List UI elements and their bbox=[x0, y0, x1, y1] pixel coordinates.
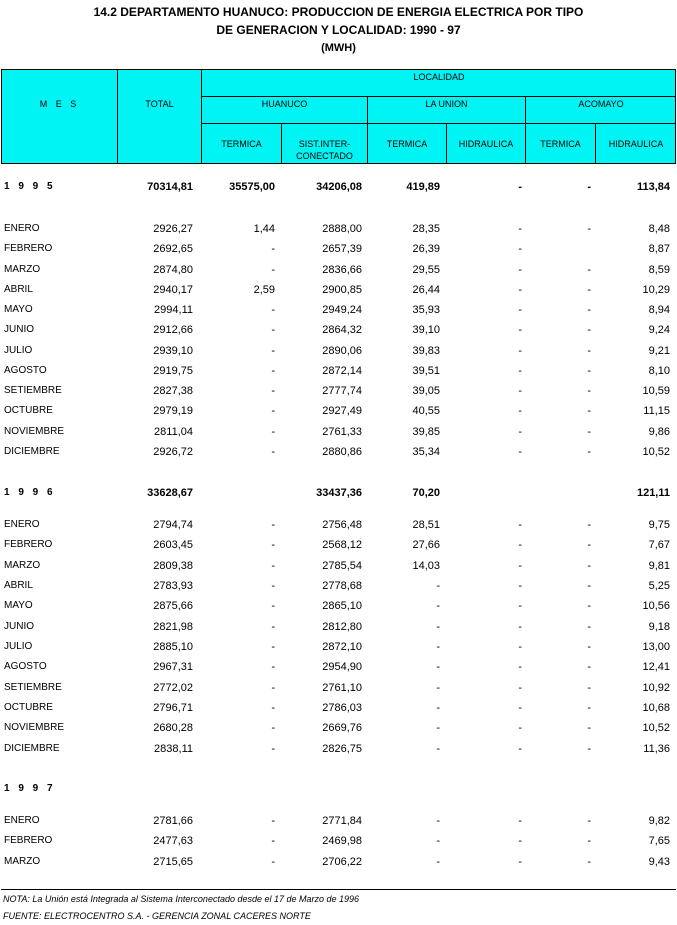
cell-c2: - bbox=[271, 365, 275, 377]
cell-c7: 9,82 bbox=[648, 815, 670, 827]
cell-c2: - bbox=[271, 641, 275, 653]
source-text: FUENTE: ELECTROCENTRO S.A. - GERENCIA ZONAL CACERES NORTE bbox=[3, 911, 311, 921]
cell-c3: 2469,98 bbox=[322, 835, 362, 847]
cell-c3: 2756,48 bbox=[322, 519, 362, 531]
cell-c3: 2771,84 bbox=[322, 815, 362, 827]
cell-c4: 39,10 bbox=[412, 324, 440, 336]
cell-total: 2994,11 bbox=[154, 304, 193, 316]
cell-c3: 34206,08 bbox=[316, 181, 362, 193]
cell-c4: 26,39 bbox=[412, 243, 440, 255]
cell-c3: 2880,86 bbox=[322, 446, 362, 458]
table-row bbox=[0, 659, 677, 675]
row-label: JUNIO bbox=[4, 621, 34, 632]
cell-c3: 2927,49 bbox=[322, 405, 362, 417]
cell-c6: - bbox=[587, 722, 591, 734]
header-sist-line1: SIST.INTER- bbox=[298, 139, 351, 149]
cell-c4: 35,34 bbox=[412, 446, 440, 458]
cell-c3: 2890,06 bbox=[322, 345, 362, 357]
page-title: 14.2 DEPARTAMENTO HUANUCO: PRODUCCION DE ENERGIA ELECTRICA POR TIPO bbox=[93, 5, 584, 19]
cell-c4: - bbox=[436, 682, 440, 694]
cell-c5: - bbox=[518, 835, 522, 847]
header-total: TOTAL bbox=[145, 99, 174, 109]
cell-c6: - bbox=[587, 519, 591, 531]
table-row bbox=[0, 700, 677, 716]
cell-c7: 10,29 bbox=[642, 284, 670, 296]
table-row bbox=[0, 537, 677, 553]
cell-c6: - bbox=[587, 385, 591, 397]
cell-c5: - bbox=[518, 560, 522, 572]
table-row bbox=[0, 578, 677, 594]
cell-c2: - bbox=[271, 539, 275, 551]
cell-total: 2680,28 bbox=[153, 722, 193, 734]
header-termica-huanuco: TERMICA bbox=[221, 139, 262, 149]
cell-c5: - bbox=[518, 243, 522, 255]
cell-c6: - bbox=[587, 580, 591, 592]
table-row bbox=[0, 813, 677, 829]
cell-c6: - bbox=[587, 223, 591, 235]
cell-c5: - bbox=[518, 815, 522, 827]
table-row bbox=[0, 221, 677, 237]
cell-c2: - bbox=[271, 385, 275, 397]
year-row bbox=[0, 485, 677, 501]
table-row bbox=[0, 558, 677, 574]
cell-c3: 2669,76 bbox=[322, 722, 362, 734]
cell-total: 2603,45 bbox=[153, 539, 193, 551]
table-row bbox=[0, 241, 677, 257]
cell-c3: 2900,85 bbox=[322, 284, 362, 296]
cell-c5: - bbox=[518, 365, 522, 377]
cell-c2: - bbox=[271, 345, 275, 357]
cell-c2: - bbox=[271, 661, 275, 673]
cell-c7: 10,59 bbox=[642, 385, 670, 397]
cell-c7: 11,36 bbox=[643, 743, 670, 755]
row-label: ENERO bbox=[4, 519, 40, 530]
cell-c3: 2872,10 bbox=[322, 641, 362, 653]
cell-c4: 39,51 bbox=[412, 365, 440, 377]
cell-c6: - bbox=[587, 345, 591, 357]
table-row bbox=[0, 343, 677, 359]
row-label: NOVIEMBRE bbox=[4, 722, 65, 733]
cell-c2: - bbox=[271, 600, 275, 612]
table-row bbox=[0, 720, 677, 736]
cell-c5: - bbox=[518, 722, 522, 734]
row-label: MARZO bbox=[4, 264, 41, 275]
cell-c6: - bbox=[587, 264, 591, 276]
table-row bbox=[0, 262, 677, 278]
row-label: AGOSTO bbox=[4, 661, 47, 672]
cell-total: 2796,71 bbox=[153, 702, 193, 714]
cell-c3: 2706,22 bbox=[322, 856, 362, 868]
table-header bbox=[1, 69, 676, 164]
cell-c7: 13,00 bbox=[642, 641, 670, 653]
cell-c3: 2657,39 bbox=[322, 243, 362, 255]
header-huanuco: HUANUCO bbox=[261, 99, 308, 109]
cell-c6: - bbox=[587, 743, 591, 755]
table-row bbox=[0, 619, 677, 635]
cell-c2: - bbox=[271, 856, 275, 868]
page-subtitle: DE GENERACION Y LOCALIDAD: 1990 - 97 bbox=[216, 23, 461, 37]
cell-c7: 113,84 bbox=[636, 181, 670, 193]
cell-c5: - bbox=[518, 519, 522, 531]
cell-c7: 121,11 bbox=[636, 487, 670, 499]
cell-total: 2940,17 bbox=[153, 284, 193, 296]
cell-c7: 10,56 bbox=[642, 600, 670, 612]
cell-c6: - bbox=[587, 815, 591, 827]
row-label: ABRIL bbox=[4, 284, 33, 295]
cell-c6: - bbox=[587, 304, 591, 316]
cell-c2: - bbox=[271, 722, 275, 734]
cell-c4: 39,05 bbox=[412, 385, 440, 397]
cell-c7: 11,15 bbox=[643, 405, 670, 417]
cell-c2: 2,59 bbox=[253, 284, 275, 296]
cell-c4: 35,93 bbox=[412, 304, 440, 316]
cell-c4: 26,44 bbox=[412, 284, 440, 296]
cell-c3: 2761,10 bbox=[322, 682, 362, 694]
cell-c5: - bbox=[518, 284, 522, 296]
cell-c3: 33437,36 bbox=[316, 487, 362, 499]
cell-total: 2827,38 bbox=[153, 385, 193, 397]
table-row bbox=[0, 517, 677, 533]
cell-c2: - bbox=[271, 621, 275, 633]
cell-c5: - bbox=[518, 264, 522, 276]
cell-c3: 2864,32 bbox=[322, 324, 362, 336]
table-row bbox=[0, 363, 677, 379]
header-mes: M E S bbox=[39, 99, 80, 109]
cell-c6: - bbox=[587, 682, 591, 694]
cell-c7: 8,87 bbox=[648, 243, 670, 255]
cell-total: 2772,02 bbox=[153, 682, 193, 694]
cell-c7: 9,21 bbox=[648, 345, 670, 357]
table-row bbox=[0, 282, 677, 298]
cell-c5: - bbox=[518, 600, 522, 612]
cell-c4: 39,83 bbox=[412, 345, 440, 357]
cell-total: 2926,72 bbox=[153, 446, 193, 458]
cell-c5: - bbox=[518, 641, 522, 653]
cell-c7: 10,52 bbox=[642, 722, 670, 734]
cell-c7: 9,18 bbox=[648, 621, 670, 633]
table-row bbox=[0, 403, 677, 419]
cell-c7: 10,92 bbox=[642, 682, 670, 694]
cell-c7: 5,25 bbox=[648, 580, 670, 592]
table-row bbox=[0, 639, 677, 655]
header-sist-interconectado bbox=[282, 138, 367, 162]
cell-c7: 9,75 bbox=[648, 519, 670, 531]
cell-c6: - bbox=[587, 539, 591, 551]
cell-c5: - bbox=[518, 345, 522, 357]
row-label: OCTUBRE bbox=[4, 405, 53, 416]
cell-c4: 27,66 bbox=[412, 539, 440, 551]
table-row bbox=[0, 598, 677, 614]
cell-total: 2919,75 bbox=[153, 365, 193, 377]
cell-c4: - bbox=[436, 722, 440, 734]
row-label: NOVIEMBRE bbox=[4, 426, 65, 437]
cell-c3: 2786,03 bbox=[322, 702, 362, 714]
cell-total: 2838,11 bbox=[154, 743, 193, 755]
cell-total: 2926,27 bbox=[153, 223, 193, 235]
cell-c2: - bbox=[271, 580, 275, 592]
cell-total: 2875,66 bbox=[153, 600, 193, 612]
row-label: ABRIL bbox=[4, 580, 33, 591]
cell-c4: - bbox=[436, 600, 440, 612]
cell-c2: 1,44 bbox=[253, 223, 275, 235]
cell-c4: - bbox=[436, 641, 440, 653]
year-row bbox=[0, 179, 677, 195]
cell-c5: - bbox=[518, 405, 522, 417]
cell-c3: 2836,66 bbox=[322, 264, 362, 276]
cell-c4: 70,20 bbox=[412, 487, 440, 499]
cell-c6: - bbox=[587, 560, 591, 572]
note-text: NOTA: La Unión está Integrada al Sistema Interconectado desde el 17 de Marzo de 1996 bbox=[3, 894, 360, 904]
cell-c4: 40,55 bbox=[412, 405, 440, 417]
cell-c6: - bbox=[587, 284, 591, 296]
cell-total: 2967,31 bbox=[153, 661, 193, 673]
row-label: OCTUBRE bbox=[4, 702, 53, 713]
row-label: MAYO bbox=[4, 600, 33, 611]
cell-c6: - bbox=[587, 621, 591, 633]
cell-c3: 2785,54 bbox=[322, 560, 362, 572]
cell-total: 2477,63 bbox=[153, 835, 193, 847]
cell-c5: - bbox=[518, 580, 522, 592]
cell-c7: 7,67 bbox=[648, 539, 670, 551]
table-row bbox=[0, 322, 677, 338]
cell-c3: 2778,68 bbox=[322, 580, 362, 592]
cell-c5: - bbox=[518, 223, 522, 235]
cell-c7: 10,68 bbox=[642, 702, 670, 714]
cell-c5: - bbox=[518, 181, 522, 193]
cell-c4: - bbox=[436, 702, 440, 714]
cell-c4: - bbox=[436, 743, 440, 755]
cell-c4: - bbox=[436, 621, 440, 633]
cell-c4: - bbox=[436, 815, 440, 827]
units-label: (MWH) bbox=[321, 42, 356, 54]
cell-c7: 8,48 bbox=[648, 223, 670, 235]
cell-c2: - bbox=[271, 405, 275, 417]
cell-c2: - bbox=[271, 702, 275, 714]
cell-c6: - bbox=[587, 365, 591, 377]
cell-total: 2715,65 bbox=[153, 856, 193, 868]
cell-c2: - bbox=[271, 324, 275, 336]
header-sist-line2: CONECTADO bbox=[296, 151, 353, 161]
cell-c7: 12,41 bbox=[642, 661, 670, 673]
row-label: ENERO bbox=[4, 815, 40, 826]
cell-total: 2912,66 bbox=[153, 324, 193, 336]
cell-total: 2979,19 bbox=[153, 405, 193, 417]
cell-c4: 14,03 bbox=[412, 560, 440, 572]
cell-c4: - bbox=[436, 580, 440, 592]
cell-c4: - bbox=[436, 856, 440, 868]
cell-c5: - bbox=[518, 304, 522, 316]
cell-total: 2821,98 bbox=[153, 621, 193, 633]
row-label: ENERO bbox=[4, 223, 40, 234]
cell-c6: - bbox=[587, 600, 591, 612]
cell-total: 33628,67 bbox=[147, 487, 193, 499]
cell-c7: 8,59 bbox=[648, 264, 670, 276]
cell-total: 2939,10 bbox=[153, 345, 193, 357]
cell-c2: - bbox=[271, 519, 275, 531]
cell-total: 2811,04 bbox=[154, 426, 193, 438]
header-hidraulica-la-union: HIDRAULICA bbox=[458, 139, 514, 149]
cell-c2: - bbox=[271, 835, 275, 847]
table-row bbox=[0, 854, 677, 870]
table-row bbox=[0, 741, 677, 757]
row-label: FEBRERO bbox=[4, 539, 53, 550]
table-row bbox=[0, 383, 677, 399]
cell-total: 2692,65 bbox=[153, 243, 193, 255]
cell-c7: 9,86 bbox=[648, 426, 670, 438]
cell-c5: - bbox=[518, 856, 522, 868]
cell-c6: - bbox=[587, 702, 591, 714]
row-label: SETIEMBRE bbox=[4, 385, 62, 396]
cell-c3: 2777,74 bbox=[322, 385, 362, 397]
cell-total: 2781,66 bbox=[153, 815, 193, 827]
cell-c2: 35575,00 bbox=[229, 181, 275, 193]
row-label: JULIO bbox=[4, 641, 33, 652]
row-label: FEBRERO bbox=[4, 835, 53, 846]
cell-c6: - bbox=[587, 661, 591, 673]
row-label: AGOSTO bbox=[4, 365, 47, 376]
cell-c6: - bbox=[587, 835, 591, 847]
row-label: MARZO bbox=[4, 856, 41, 867]
cell-c2: - bbox=[271, 446, 275, 458]
header-hidraulica-acomayo: HIDRAULICA bbox=[608, 139, 664, 149]
cell-c5: - bbox=[518, 702, 522, 714]
cell-c5: - bbox=[518, 446, 522, 458]
table-row bbox=[0, 302, 677, 318]
cell-c5: - bbox=[518, 621, 522, 633]
cell-c6: - bbox=[587, 426, 591, 438]
cell-c4: 28,51 bbox=[412, 519, 440, 531]
row-label: DICIEMBRE bbox=[4, 446, 60, 457]
cell-c5: - bbox=[518, 539, 522, 551]
cell-c2: - bbox=[271, 264, 275, 276]
cell-c2: - bbox=[271, 743, 275, 755]
cell-total: 2809,38 bbox=[153, 560, 193, 572]
header-la-union: LA UNION bbox=[425, 99, 468, 109]
cell-c5: - bbox=[518, 426, 522, 438]
cell-c7: 9,24 bbox=[648, 324, 670, 336]
cell-c4: 39,85 bbox=[412, 426, 440, 438]
cell-c3: 2872,14 bbox=[322, 365, 362, 377]
cell-c5: - bbox=[518, 682, 522, 694]
cell-c4: 29,55 bbox=[412, 264, 440, 276]
cell-c7: 9,43 bbox=[648, 856, 670, 868]
table-row bbox=[0, 833, 677, 849]
cell-total: 2794,74 bbox=[153, 519, 193, 531]
row-label: 1 9 9 5 bbox=[4, 181, 56, 192]
row-label: DICIEMBRE bbox=[4, 743, 60, 754]
row-label: 1 9 9 6 bbox=[4, 487, 56, 498]
cell-c3: 2888,00 bbox=[322, 223, 362, 235]
cell-c5: - bbox=[518, 743, 522, 755]
cell-c3: 2954,90 bbox=[322, 661, 362, 673]
cell-c7: 7,65 bbox=[648, 835, 670, 847]
table-row bbox=[0, 444, 677, 460]
cell-c3: 2949,24 bbox=[322, 304, 362, 316]
cell-c7: 9,81 bbox=[648, 560, 670, 572]
cell-c6: - bbox=[587, 181, 591, 193]
cell-c2: - bbox=[271, 815, 275, 827]
row-label: MARZO bbox=[4, 560, 41, 571]
row-label: FEBRERO bbox=[4, 243, 53, 254]
row-label: MAYO bbox=[4, 304, 33, 315]
table-row bbox=[0, 424, 677, 440]
cell-c7: 8,10 bbox=[648, 365, 670, 377]
header-acomayo: ACOMAYO bbox=[578, 99, 624, 109]
cell-c4: 28,35 bbox=[412, 223, 440, 235]
cell-c4: - bbox=[436, 661, 440, 673]
cell-c2: - bbox=[271, 243, 275, 255]
year-row bbox=[0, 781, 677, 797]
cell-c2: - bbox=[271, 304, 275, 316]
cell-c7: 10,52 bbox=[642, 446, 670, 458]
cell-c6: - bbox=[587, 856, 591, 868]
cell-c2: - bbox=[271, 682, 275, 694]
cell-c4: - bbox=[436, 835, 440, 847]
cell-c2: - bbox=[271, 560, 275, 572]
row-label: SETIEMBRE bbox=[4, 682, 62, 693]
row-label: JULIO bbox=[4, 345, 33, 356]
cell-c3: 2761,33 bbox=[322, 426, 362, 438]
cell-c3: 2568,12 bbox=[322, 539, 362, 551]
cell-c6: - bbox=[587, 324, 591, 336]
header-localidad: LOCALIDAD bbox=[413, 72, 465, 82]
cell-c7: 8,94 bbox=[648, 304, 670, 316]
header-termica-acomayo: TERMICA bbox=[540, 139, 581, 149]
table-row bbox=[0, 680, 677, 696]
cell-c5: - bbox=[518, 324, 522, 336]
cell-c3: 2812,80 bbox=[322, 621, 362, 633]
cell-total: 2783,93 bbox=[153, 580, 193, 592]
cell-total: 2885,10 bbox=[153, 641, 193, 653]
cell-c5: - bbox=[518, 661, 522, 673]
cell-c3: 2865,10 bbox=[322, 600, 362, 612]
cell-total: 2874,80 bbox=[153, 264, 193, 276]
footer-divider bbox=[1, 889, 676, 890]
cell-total: 70314,81 bbox=[147, 181, 193, 193]
cell-c5: - bbox=[518, 385, 522, 397]
cell-c4: 419,89 bbox=[406, 181, 440, 193]
cell-c6: - bbox=[587, 446, 591, 458]
row-label: 1 9 9 7 bbox=[4, 783, 56, 794]
cell-c3: 2826,75 bbox=[322, 743, 362, 755]
header-termica-la-union: TERMICA bbox=[386, 139, 428, 149]
cell-c2: - bbox=[271, 426, 275, 438]
row-label: JUNIO bbox=[4, 324, 34, 335]
cell-c6: - bbox=[587, 405, 591, 417]
cell-c6: - bbox=[587, 641, 591, 653]
